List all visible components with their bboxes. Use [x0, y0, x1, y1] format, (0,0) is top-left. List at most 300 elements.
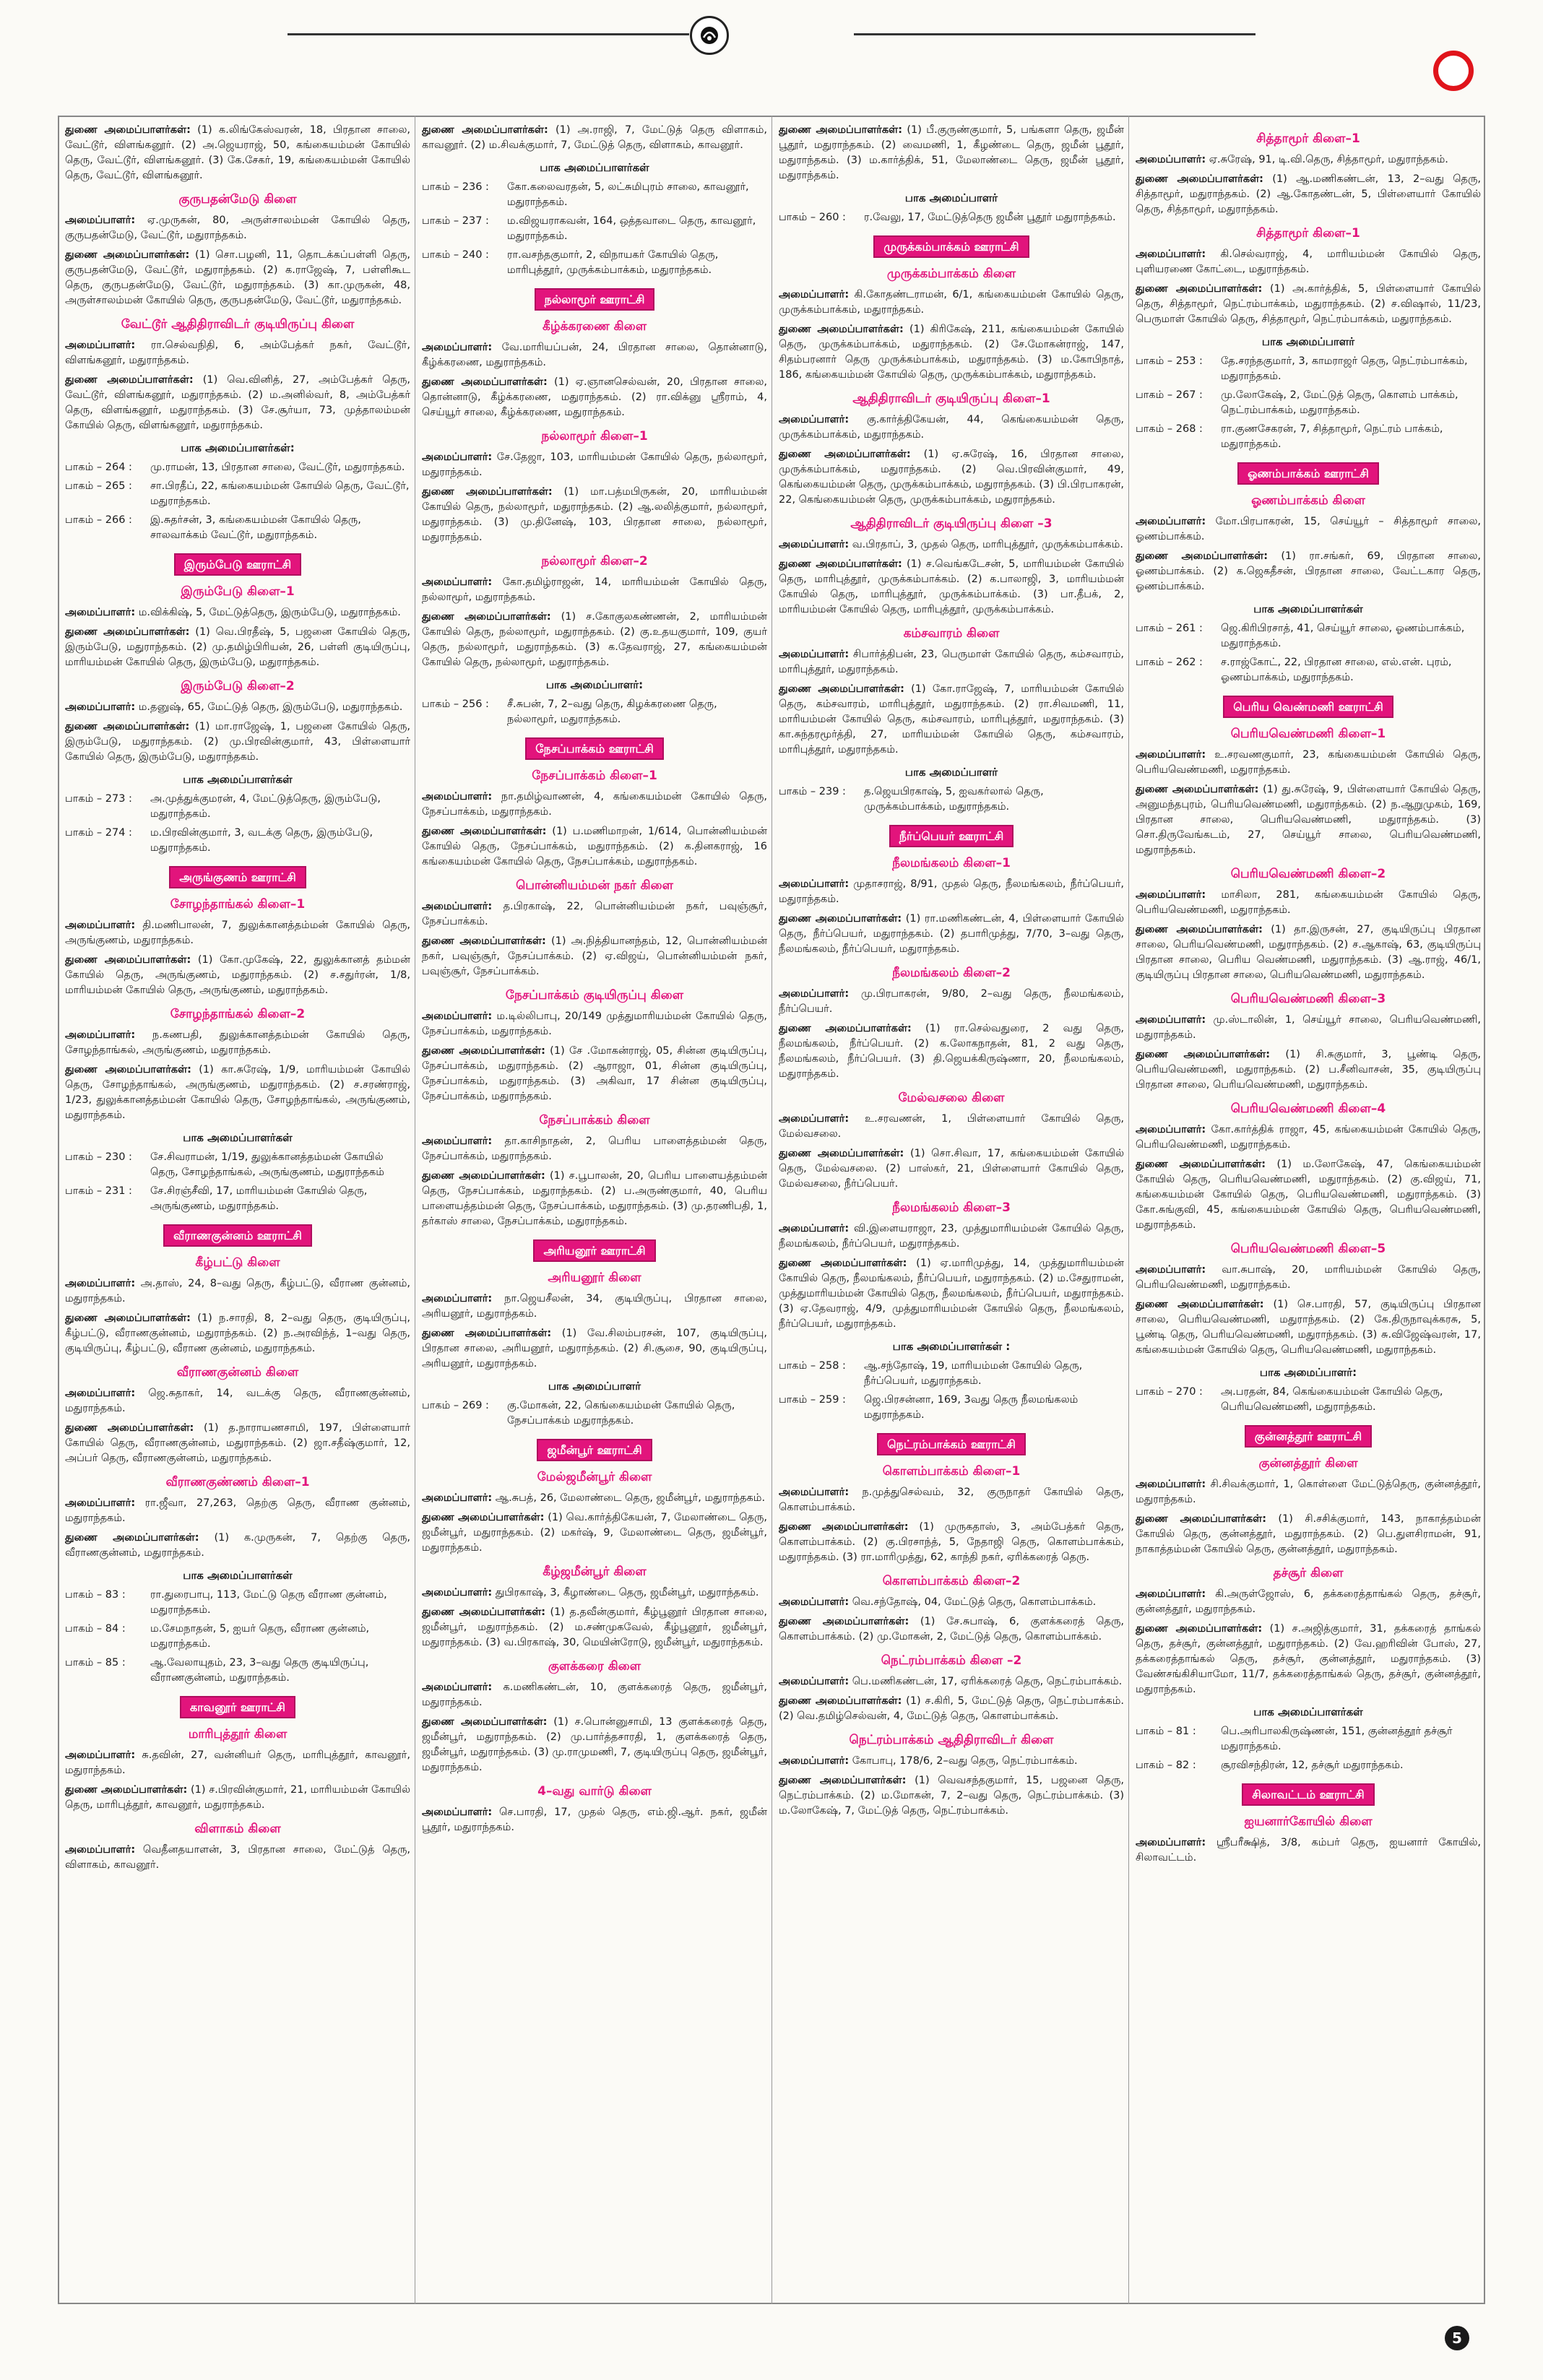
member-details: ந.கணபதி, துலுக்கானத்தம்மன் கோயில் தெரு, சோழந்தாங்கல், அருங்குணம், மதுராந்தகம். — [65, 1029, 410, 1056]
booth-number: பாகம் – 273 : — [65, 793, 132, 805]
member-details: மோ.பிரபாகரன், 15, செய்யூர் – சித்தாமூர் சாலை, ஓணம்பாக்கம். — [1136, 516, 1481, 542]
role-label: துணை அமைப்பாளர்கள்: — [1136, 283, 1263, 295]
role-label: துணை அமைப்பாளர்கள்: — [779, 124, 903, 136]
member-details: (1) அ.நித்தியானந்தம், 12, பொன்னியம்மன் நகர், பவுஞ்சூர், நேசப்பாக்கம். (2) ஏ.விஜய், பொன்னியம்மன் நகர், பவுஞ்சூர், நேசப்பாக்கம். — [422, 935, 767, 977]
role-label: துணை அமைப்பாளர்கள்: — [65, 1312, 191, 1324]
member-details: மாசிலா, 281, கங்கையம்மன் கோயில் தெரு, பெரியவெண்மணி, மதுராந்தகம். — [1136, 889, 1481, 916]
member-details: (1) அ.கார்த்திக், 5, பிள்ளையார் கோயில் தெரு, சித்தாமூர், நெட்ரம்பாக்கம், மதுராந்தகம். (2) ச.விஷால், 11/23, பெருமாள் கோயில் தெரு, சித்தாமூர், நெட்ரம்பாக்கம், மதுராந்தகம். — [1136, 283, 1481, 325]
branch-heading: பெரியவெண்மணி கிளை–5 — [1230, 1242, 1386, 1256]
branch-heading: கொளம்பாக்கம் கிளை–2 — [882, 1574, 1021, 1588]
member-details: (1) த.நாராயணசாமி, 197, பிள்ளையார் கோயில் தெரு, வீராணகுன்னம், மதுராந்தகம். (2) ஜா.சதீஷ்குமார், 12, அப்பர் தெரு, வீராணகுன்னம், மதுராந்தகம். — [65, 1422, 410, 1464]
member-entry — [779, 877, 1124, 907]
member-details: (1) ம.லோகேஷ், 47, கெங்கையம்மன் கோயில் தெரு, பெரியவெண்மணி, மதுராந்தகம். (2) கு.விஜய், 71, கங்கையம்மன் கோயில் தெரு, பெரியவெண்மணி, மதுராந்தகம். (3) கோ.சுங்குவி, 45, கங்கையம்மன் கோயில் தெரு, பெரியவெண்மணி, மதுராந்தகம். — [1136, 1159, 1481, 1231]
member-entry — [422, 1491, 767, 1506]
branch-heading: நீலமங்கலம் கிளை–3 — [892, 1200, 1011, 1215]
booth-entry — [1136, 1385, 1481, 1415]
member-entry — [65, 1386, 410, 1416]
member-entry — [65, 1421, 410, 1466]
member-entry — [1136, 172, 1481, 217]
role-label: அமைப்பாளர்: — [65, 215, 136, 226]
booth-details: சா.பிரதீப், 22, கங்கையம்மன் கோயில் தெரு, வேட்டூர், மதுராந்தகம். — [150, 480, 410, 507]
subheading: பாக அமைப்பாளர்கள் — [183, 1569, 293, 1582]
booth-entry — [65, 460, 410, 475]
role-label: துணை அமைப்பாளர்கள்: — [65, 954, 191, 966]
booth-details: சே.சிரஞ்சீவி, 17, மாரியம்மன் கோயில் தெரு, அருங்குணம், மதுராந்தகம். — [150, 1185, 368, 1212]
booth-details: ஜெ.கிரிபிரசாத், 41, செய்யூர் சாலை, ஓணம்பாக்கம், மதுராந்தகம். — [1221, 623, 1465, 649]
member-details: ஆ.சுபத், 26, மேலாண்டை தெரு, ஜமீன்பூர், மதுராந்தகம். — [492, 1492, 766, 1504]
branch-heading: குன்னத்தூர் கிளை — [1258, 1456, 1358, 1471]
role-label: அமைப்பாளர்: — [779, 1113, 850, 1125]
member-details: பெ.மணிகண்டன், 17, ஏரிக்கரைத் தெரு, நெட்ரம்பாக்கம். — [849, 1676, 1123, 1687]
member-details: கி.கோதண்டராமன், 6/1, கங்கையம்மன் கோயில் தெரு, முருக்கம்பாக்கம், மதுராந்தகம். — [779, 289, 1124, 316]
booth-entry — [422, 180, 767, 210]
booth-details: சே.சிவராமன், 1/19, துலுக்கானத்தம்மன் கோயில் தெரு, சோழந்தாங்கல், அருங்குணம், மதுராந்தகம் — [150, 1151, 384, 1178]
role-label: துணை அமைப்பாளர்கள்: — [65, 721, 190, 732]
member-entry — [422, 123, 767, 153]
member-entry — [65, 1783, 410, 1813]
member-entry — [65, 719, 410, 765]
booth-number: பாகம் – 274 : — [65, 827, 132, 839]
member-details: வெதீனதயாளன், 3, பிரதான சாலை, மேட்டுத் தெரு, விளாகம், காவனூர். — [65, 1844, 410, 1871]
panchayat-heading: ஜமீன்பூர் ஊராட்சி — [537, 1439, 652, 1461]
member-entry — [422, 1605, 767, 1650]
member-details: ம.விக்கிஷ், 5, மேட்டுத்தெரு, இரும்பேடு, மதுராந்தகம். — [135, 607, 401, 618]
header-rule-left — [288, 33, 689, 35]
member-details: கோபாபு, 178/6, 2–வது தெரு, நெட்ரம்பாக்கம். — [849, 1755, 1078, 1767]
role-label: அமைப்பாளர்: — [1136, 154, 1206, 165]
booth-entry — [1136, 621, 1481, 652]
booth-number: பாகம் – 264 : — [65, 462, 132, 473]
booth-details: மு.ராமன், 13, பிரதான சாலை, வேட்டூர், மதுராந்தகம். — [150, 462, 405, 473]
header-rule-right — [854, 33, 1255, 35]
booth-number: பாகம் – 81 : — [1136, 1726, 1196, 1737]
booth-details: ஜெ.பிரசன்னா, 169, 3வது தெரு நீலமங்கலம் மதுராந்தகம். — [864, 1394, 1079, 1421]
booth-number: பாகம் – 84 : — [65, 1623, 126, 1635]
booth-entry — [65, 1656, 410, 1686]
member-entry — [422, 1585, 767, 1601]
booth-entry — [65, 479, 410, 509]
member-entry — [422, 789, 767, 820]
booth-details: ரா.துரைபாபு, 113, மேட்டு தெரு வீராண குன்னம், மதுராந்தகம். — [150, 1589, 387, 1616]
booth-details: ம.பிரவின்குமார், 3, வடக்கு தெரு, இரும்பேடு, மதுராந்தகம். — [150, 827, 373, 854]
member-details: ஏ.முருகன், 80, அருள்சாலம்மன் கோயில் தெரு, குருபதன்மேடு, வேட்டூர், மதுராந்தகம். — [65, 215, 410, 241]
column-3 — [779, 123, 1124, 2297]
branch-heading: நேசப்பாக்கம் கிளை–1 — [532, 769, 657, 783]
subheading: பாக அமைப்பாளர்கள் — [183, 1131, 293, 1144]
subheading: பாக அமைப்பாளர்கள் — [1253, 602, 1363, 615]
member-details: (1) சே.சுபாஷ், 6, குளக்கரைத் தெரு, கொளம்பாக்கம். (2) மு.மோகன், 2, மேட்டுத் தெரு, கொளம்பாக்கம். — [779, 1616, 1124, 1643]
branch-heading: நேசப்பாக்கம் கிளை — [539, 1113, 650, 1128]
booth-number: பாகம் – 268 : — [1136, 423, 1203, 435]
booth-entry — [65, 792, 410, 822]
subheading: பாக அமைப்பாளர்கள் — [540, 161, 649, 174]
booth-entry — [1136, 388, 1481, 418]
member-details: கி.செல்வராஜ், 4, மாரியம்மன் கோயில் தெரு, புளியரணை கோட்டை, மதுராந்தகம். — [1136, 248, 1481, 275]
member-details: ரா.செல்வநிதி, 6, அம்பேத்கர் நகர், வேட்டூர், விளங்கனூர், மதுராந்தகம். — [65, 339, 410, 366]
member-details: மு.பிரபாகரன், 9/80, 2–வது தெரு, நீலமங்கலம், நீர்ப்பெயர். — [779, 988, 1124, 1015]
member-entry — [65, 1843, 410, 1873]
role-label: துணை அமைப்பாளர்கள்: — [779, 683, 904, 695]
member-details: (1) ஏ.சுரேஷ், 16, பிரதான சாலை, முருக்கம்பாக்கம், மதுராந்தகம். (2) வெ.பிரவின்குமார், 49, கெங்கையம்மன் தெரு, முருக்கம்பாக்கம், மதுராந்தகம். (3) பி.பிரபாகரன், 22, கெங்கையம்மன் தெரு, முருக்கம்பாக்கம், மதுராந்தகம். — [779, 449, 1124, 506]
branch-heading: பெரியவெண்மணி கிளை–4 — [1230, 1102, 1386, 1116]
panchayat-heading: வீராணகுன்னம் ஊராட்சி — [163, 1224, 312, 1247]
booth-number: பாகம் – 260 : — [779, 212, 846, 223]
member-entry — [779, 682, 1124, 758]
member-details: (1) ஏ.மாரிமுத்து, 14, முத்துமாரியம்மன் கோயில் தெரு, நீலமங்கலம், நீர்ப்பெயர், மதுராந்தகம். (2) ம.சேதுராமன், முத்துமாரியம்மன் கோயில் தெரு, நீலமங்கலம், நீர்ப்பெயர், மதுராந்தகம். (3) ஏ.தேவராஜ், 4/9, முத்துமாரியம்மன் கோயில் தெரு, நீலமங்கலம், நீர்ப்பெயர், மதுராந்தகம். — [779, 1258, 1124, 1330]
role-label: அமைப்பாளர்: — [422, 451, 493, 463]
member-entry — [422, 899, 767, 930]
branch-heading: சோழந்தாங்கல் கிளை–2 — [170, 1007, 306, 1021]
booth-details: கு.மோகன், 22, கெங்கையம்மன் கோயில் தெரு, நேசப்பாக்கம் மதுராந்தகம். — [507, 1400, 735, 1427]
role-label: துணை அமைப்பாளர்கள்: — [422, 1716, 548, 1728]
role-label: துணை அமைப்பாளர்கள்: — [422, 826, 547, 837]
booth-details: ரா.குணசேகரன், 7, சித்தாமூர், நெட்ரம் பாக்கம், மதுராந்தகம். — [1221, 423, 1443, 450]
member-entry — [779, 1485, 1124, 1515]
booth-entry — [1136, 655, 1481, 685]
branch-heading: நல்லாமூர் கிளை–1 — [541, 429, 648, 443]
member-details: அ.தாஸ், 24, 8–வது தெரு, கீழ்பட்டு, வீராண குன்னம், மதுராந்தகம். — [65, 1278, 410, 1304]
role-label: அமைப்பாளர்: — [779, 1487, 850, 1498]
member-details: (1) ஏ.ஞானசெல்வன், 20, பிரதான சாலை, தொன்னாடு, கீழ்க்கரணை, மதுராந்தகம். (2) ரா.விக்னு ஸ்ரீராம், 4, செய்யூர் சாலை, கீழ்க்கரணை, மதுராந்தகம். — [422, 376, 767, 418]
column-1 — [65, 123, 410, 2297]
branch-heading: இரும்பேடு கிளை–2 — [181, 679, 295, 693]
member-details: உ.சரவணகுமார், 23, கங்கையம்மன் கோயில் தெரு, பெரியவெண்மணி, மதுராந்தகம். — [1136, 749, 1481, 776]
branch-heading: சித்தாமூர் கிளை–1 — [1256, 226, 1360, 241]
role-label: அமைப்பாளர்: — [779, 649, 850, 660]
booth-details: ம.விஜயராகவன், 164, ஒத்தவாடை தெரு, காவனூர், மதுராந்தகம். — [507, 215, 756, 242]
member-entry — [65, 1276, 410, 1307]
member-entry — [779, 987, 1124, 1017]
page-number: 5 — [1445, 2326, 1469, 2350]
role-label: அமைப்பாளர்: — [65, 701, 136, 713]
role-label: அமைப்பாளர்: — [422, 1135, 493, 1147]
member-entry — [1136, 1622, 1481, 1697]
member-entry — [779, 412, 1124, 443]
branch-heading: குளக்கரை கிளை — [548, 1659, 641, 1674]
role-label: அமைப்பாளர்: — [422, 1293, 493, 1304]
branch-heading: ஐயனார்கோயில் கிளை — [1244, 1814, 1373, 1829]
member-entry — [422, 610, 767, 670]
booth-number: பாகம் – 270 : — [1136, 1386, 1203, 1398]
member-entry — [1136, 1157, 1481, 1233]
booth-number: பாகம் – 82 : — [1136, 1760, 1196, 1771]
branch-heading: தச்சூர் கிளை — [1273, 1566, 1344, 1580]
role-label: துணை அமைப்பாளர்கள்: — [422, 1328, 552, 1339]
role-label: துணை அமைப்பாளர்கள்: — [779, 1148, 904, 1159]
member-details: (1) தா.இருசன், 27, குடியிருப்பு பிரதான சாலை, பெரியவெண்மணி, மதுராந்தகம். (2) ச.ஆகாஷ், 63, குடியிருப்பு பிரதான சாலை, பெரிய வெண்மணி, மதுராந்தகம். (3) ஆ.ராஜ், 46/1, குடியிருப்பு பிரதான சாலை, பெரியவெண்மணி, மதுராந்தகம். — [1136, 924, 1481, 981]
subheading: பாக அமைப்பாளர்கள் — [1253, 1705, 1363, 1718]
subheading: பாக அமைப்பாளர் — [548, 1380, 641, 1393]
role-label: அமைப்பாளர்: — [1136, 1124, 1206, 1135]
booth-entry — [65, 826, 410, 856]
booth-number: பாகம் – 231 : — [65, 1185, 132, 1197]
member-details: (1) ச.கோகுலகண்ணன், 2, மாரியம்மன் கோயில் தெரு, நல்லாமூர், மதுராந்தகம். (2) கு.உதயகுமார், 109, குயர் தெரு, நல்லாமூர், மதுராந்தகம். (3) க.தேவராஜ், 27, கங்கையம்மன் கோயில் தெரு, நல்லாமூர், மதுராந்தகம். — [422, 611, 767, 668]
panchayat-heading: நேசப்பாக்கம் ஊராட்சி — [525, 737, 664, 760]
member-details: வ.பிரதாப், 3, முதல் தெரு, மாரிபுத்தூர், முருக்கம்பாக்கம். — [849, 539, 1123, 550]
booth-number: பாகம் – 236 : — [422, 181, 489, 193]
member-details: ந.முத்துசெல்வம், 32, குருநாதர் கோயில் தெரு, கொளம்பாக்கம். — [779, 1487, 1124, 1513]
member-entry — [422, 934, 767, 979]
member-details: (1) வெவசந்தகுமார், 15, பஜனை தெரு, நெட்ரம்பாக்கம். (2) ம.மோகன், 7, 2–வது தெரு, நெட்ரம்பாக்கம். (3) ம.லோகேஷ், 7, மேட்டுத் தெரு, நெட்ரம்பாக்கம். — [779, 1775, 1124, 1817]
booth-entry — [779, 1359, 1124, 1389]
booth-entry — [422, 214, 767, 244]
branch-heading: கீழ்க்கரணை கிளை — [542, 319, 647, 334]
member-entry — [1136, 1263, 1481, 1293]
role-label: அமைப்பாளர்: — [65, 1497, 136, 1509]
booth-entry — [65, 1622, 410, 1652]
member-details: முதாசராஜ், 8/91, முதல் தெரு, நீலமங்கலம், நீர்ப்பெயர், மதுராந்தகம். — [779, 878, 1124, 905]
subheading: பாக அமைப்பாளர் — [904, 766, 998, 779]
booth-details: ர.வேலு, 17, மேட்டுத்தெரு ஜமீன் பூதூர் மதுராந்தகம். — [864, 212, 1116, 223]
role-label: அமைப்பாளர்: — [65, 339, 136, 351]
member-entry — [65, 1311, 410, 1356]
booth-details: பெ.அரிபாலகிருஷ்ணன், 151, குன்னத்தூர் தச்சூர் மதுராந்தகம். — [1221, 1726, 1453, 1752]
panchayat-heading: நல்லாமூர் ஊராட்சி — [535, 288, 655, 311]
booth-number: பாகம் – 265 : — [65, 480, 132, 492]
branch-heading: வீராணகுன்னம் கிளை — [176, 1365, 299, 1380]
member-entry — [65, 1531, 410, 1561]
member-details: கு.கார்த்திகேயன், 44, கெங்கையம்மன் தெரு, முருக்கம்பாக்கம், மதுராந்தகம். — [779, 414, 1124, 441]
booth-number: பாகம் – 240 : — [422, 249, 489, 261]
role-label: துணை அமைப்பாளர்கள்: — [422, 124, 548, 136]
panchayat-heading: இரும்பேடு ஊராட்சி — [174, 553, 301, 576]
role-label: துணை அமைப்பாளர்கள்: — [65, 1064, 191, 1076]
role-label: அமைப்பாளர்: — [1136, 749, 1206, 761]
role-label: துணை அமைப்பாளர்கள்: — [65, 124, 191, 136]
member-details: (1) பீ.குருண்குமார், 5, பங்களா தெரு, ஜமீன் பூதூர், மதுராந்தகம். (2) வைமணி, 1, கீழண்டை தெரு, ஜமீன் பூதூர், மதுராந்தகம். (3) ம.கார்த்திக், 51, மேலாண்டை தெரு, ஜமீன் பூதூர், மதுராந்தகம். — [779, 124, 1124, 181]
member-entry — [779, 1112, 1124, 1142]
branch-heading: வேட்டூர் ஆதிதிராவிடர் குடியிருப்பு கிளை — [121, 317, 355, 332]
member-details: (1) சி.சுகுமார், 3, பூண்டி தெரு, பெரியவெண்மணி, மதுராந்தகம். (2) ப.சீனிவாசன், 35, குடியிருப்பு பிரதான சாலை, பெரியவெண்மணி, மதுராந்தகம். — [1136, 1049, 1481, 1091]
role-label: அமைப்பாளர்: — [422, 576, 493, 588]
role-label: துணை அமைப்பாளர்கள்: — [65, 249, 190, 261]
role-label: துணை அமைப்பாளர்கள்: — [1136, 550, 1268, 562]
branch-heading: 4–வது வார்டு கிளை — [537, 1784, 652, 1799]
role-label: துணை அமைப்பாளர்கள்: — [779, 1521, 909, 1533]
member-details: (1) கா.சுரேஷ், 1/9, மாரியம்மன் கோயில் தெரு, சோழந்தாங்கல், அருங்குணம், மதுராந்தகம். (2) ச.சரண்ராஜ், 1/23, துலுக்கானத்தம்மன் கோயில் தெரு, சோழந்தாங்கல், அருங்குணம், மதுராந்தகம். — [65, 1064, 410, 1121]
booth-number: பாகம் – 83 : — [65, 1589, 126, 1601]
member-entry — [779, 1221, 1124, 1252]
member-entry — [1136, 152, 1481, 168]
booth-details: ம.சேமநாதன், 5, ஐயர் தெரு, வீராண குன்னம், மதுராந்தகம். — [150, 1623, 370, 1650]
booth-entry — [65, 1150, 410, 1180]
member-entry — [779, 1773, 1124, 1819]
booth-number: பாகம் – 262 : — [1136, 657, 1203, 668]
branch-heading: நீலமங்கலம் கிளை–1 — [892, 856, 1011, 870]
member-entry — [779, 557, 1124, 618]
role-label: அமைப்பாளர்: — [1136, 1014, 1206, 1026]
role-label: அமைப்பாளர்: — [779, 1755, 850, 1767]
booth-details: ரா.வசந்தகுமார், 2, விநாயகர் கோயில் தெரு, மாரிபுத்தூர், முருக்கம்பாக்கம், மதுராந்தகம். — [507, 249, 719, 276]
subheading: பாக அமைப்பாளர்கள் : — [892, 1340, 1011, 1353]
role-label: அமைப்பாளர்: — [1136, 1479, 1206, 1490]
branch-heading: பெரியவெண்மணி கிளை–1 — [1230, 727, 1386, 741]
role-label: அமைப்பாளர்: — [65, 1029, 136, 1041]
member-entry — [422, 1715, 767, 1775]
booth-entry — [65, 1588, 410, 1618]
role-label: அமைப்பாளர்: — [779, 878, 850, 890]
role-label: துணை அமைப்பாளர்கள்: — [779, 913, 902, 925]
member-entry — [422, 485, 767, 545]
member-entry — [65, 1748, 410, 1778]
member-entry — [1136, 247, 1481, 277]
member-details: சிபார்த்திபன், 23, பெருமாள் கோயில் தெரு, கம்சவாரம், மாரிபுத்தூர், மதுராந்தகம். — [779, 649, 1124, 675]
branch-heading: பெரியவெண்மணி கிளை–2 — [1230, 867, 1386, 881]
role-label: துணை அமைப்பாளர்கள்: — [1136, 1513, 1266, 1525]
booth-entry — [65, 1184, 410, 1214]
party-emblem-icon — [690, 16, 729, 55]
member-details: வே.மாரியப்பன், 24, பிரதான சாலை, தொன்னாடு, கீழ்க்கரணை, மதுராந்தகம். — [422, 342, 767, 368]
role-label: துணை அமைப்பாளர்கள்: — [1136, 784, 1259, 795]
subheading: பாக அமைப்பாளர் — [1261, 335, 1355, 348]
booth-details: அ.முத்துக்குமரன், 4, மேட்டுத்தெரு, இரும்பேடு, மதுராந்தகம். — [150, 793, 381, 820]
member-entry — [65, 123, 410, 183]
role-label: துணை அமைப்பாளர்கள்: — [779, 1695, 902, 1707]
member-details: மு.ஸ்டாலின், 1, செய்யூர் சாலை, பெரியவெண்மணி, மதுராந்தகம். — [1136, 1014, 1481, 1041]
member-details: (1) த.தவீன்குமார், கீழ்பூனூர் பிரதான சாலை, ஜமீன்பூர், மதுராந்தகம். (2) ம.சண்முகவேல், கீழ்பூனூர், ஜமீன்பூர், மதுராந்தகம். (3) வ.பிரகாஷ், 30, மெயின்ரோடு, ஜமீன்பூர், மதுராந்தகம். — [422, 1606, 767, 1648]
member-details: சு.தவின், 27, வன்னியர் தெரு, மாரிபுத்தூர், காவனூர், மதுராந்தகம். — [65, 1749, 410, 1776]
panchayat-heading: நீர்ப்பெயர் ஊராட்சி — [889, 825, 1014, 847]
member-entry — [422, 1680, 767, 1710]
role-label: துணை அமைப்பாளர்கள்: — [65, 1784, 188, 1796]
column-4 — [1136, 123, 1481, 2297]
member-details: த.பிரகாஷ், 22, பொன்னியம்மன் நகர், பவுஞ்சூர், நேசப்பாக்கம். — [422, 901, 767, 927]
member-entry — [779, 1021, 1124, 1082]
role-label: அமைப்பாளர்: — [422, 1492, 493, 1504]
branch-heading: நல்லாமூர் கிளை–2 — [541, 554, 648, 568]
role-label: அமைப்பாளர்: — [1136, 1588, 1206, 1600]
role-label: துணை அமைப்பாளர்கள்: — [1136, 1049, 1271, 1060]
member-details: (1) வெ.வினித், 27, அம்பேத்கர் தெரு, வேட்டூர், விளங்கனூர், மதுராந்தகம். (2) ம.அனில்வர், 8, அம்பேத்கர் தெரு, விளங்கனூர், மதுராந்தகம். (3) சே.சூர்யா, 73, முத்தாலம்மன் கோயில் தெரு, விளங்கனூர், மதுராந்தகம். — [65, 374, 410, 431]
member-entry — [779, 1595, 1124, 1610]
role-label: துணை அமைப்பாளர்கள்: — [422, 376, 548, 388]
member-details: உ.சரவணன், 1, பிள்ளையார் கோயில் தெரு, மேல்வசலை. — [779, 1113, 1124, 1140]
member-entry — [65, 373, 410, 433]
booth-details: த.ஜெயபிரகாஷ், 5, ஐவகர்லால் தெரு, முருக்கம்பாக்கம், மதுராந்தகம். — [864, 786, 1044, 813]
member-details: சே.தேஜா, 103, மாரியம்மன் கோயில் தெரு, நல்லாமூர், மதுராந்தகம். — [422, 451, 767, 478]
booth-number: பாகம் – 266 : — [65, 514, 132, 526]
member-details: வி.இளையராஜா, 23, முத்துமாரியம்மன் கோயில் தெரு, நீலமங்கலம், நீர்ப்பெயர், மதுராந்தகம். — [779, 1223, 1124, 1250]
role-label: அமைப்பாளர்: — [422, 1682, 493, 1693]
member-details: (1) முருகதாஸ், 3, அம்பேத்கர் தெரு, கொளம்பாக்கம். (2) கு.பிரசாந்த், 5, நேதாஜி தெரு, கொளம்பாக்கம், மதுராந்தகம். (3) ரா.மாரிமுத்து, 62, காந்தி நகர், ஏரிக்கரைத் தெரு. — [779, 1521, 1124, 1563]
booth-entry — [779, 210, 1124, 225]
role-label: துணை அமைப்பாளர்கள்: — [422, 1606, 546, 1618]
role-label: அமைப்பாளர்: — [1136, 248, 1206, 260]
member-entry — [1136, 549, 1481, 594]
panchayat-heading: ஓணம்பாக்கம் ஊராட்சி — [1237, 462, 1379, 485]
member-entry — [422, 824, 767, 870]
panchayat-heading: நெட்ரம்பாக்கம் ஊராட்சி — [877, 1433, 1026, 1455]
booth-number: பாகம் – 230 : — [65, 1151, 132, 1163]
role-label: துணை அமைப்பாளர்கள்: — [779, 449, 911, 460]
member-entry — [65, 953, 410, 998]
column-2 — [422, 123, 767, 2297]
member-entry — [65, 918, 410, 948]
booth-entry — [422, 697, 767, 727]
role-label: துணை அமைப்பாளர்கள்: — [422, 1512, 545, 1523]
role-label: துணை அமைப்பாளர்கள்: — [779, 1616, 909, 1627]
member-entry — [422, 450, 767, 480]
role-label: துணை அமைப்பாளர்கள்: — [1136, 924, 1263, 935]
role-label: அமைப்பாளர்: — [1136, 516, 1206, 527]
branch-heading: கொளம்பாக்கம் கிளை–1 — [882, 1464, 1021, 1479]
member-details: (1) ந.சாரதி, 8, 2–வது தெரு, குடியிருப்பு, கீழ்பட்டு, வீராணகுன்னம், மதுராந்தகம். (2) ந.அரவிந்த், 1–வது தெரு, குடியிருப்பு, கீழ்பட்டு, வீராண குன்னம், மதுராந்தகம். — [65, 1312, 410, 1354]
role-label: துணை அமைப்பாளர்கள்: — [422, 486, 553, 498]
role-label: துணை அமைப்பாளர்கள்: — [422, 1170, 545, 1182]
member-details: (1) சொ.சிவா, 17, கங்கையம்மன் கோயில் தெரு, மேல்வசலை. (2) பாஸ்கர், 21, பிள்ளையார் கோயில் தெரு, மேல்வசலை, நீர்ப்பெயர். — [779, 1148, 1124, 1190]
panchayat-heading: முருக்கம்பாக்கம் ஊராட்சி — [873, 235, 1029, 258]
member-details: (1) வெ.பிரதீஷ், 5, பஜனை கோயில் தெரு, இரும்பேடு, மதுராந்தகம். (2) மு.தமிழ்பிரியன், 26, பள்ளி குடியிருப்பு, மாரியம்மன் கோயில் தெரு, இரும்பேடு, மதுராந்தகம். — [65, 626, 410, 668]
member-entry — [779, 447, 1124, 508]
subheading: பாக அமைப்பாளர்கள்: — [181, 441, 295, 454]
role-label: அமைப்பாளர்: — [779, 1223, 850, 1234]
member-details: கோ.கார்த்திக் ராஜா, 45, கங்கையம்மன் கோயில் தெரு, பெரியவெண்மணி, மதுராந்தகம். — [1136, 1124, 1481, 1151]
member-details: (1) சே .மோகன்ராஜ், 05, சின்ன குடியிருப்பு, நேசப்பாக்கம், மதுராந்தகம். (2) ஆராஜா, 01, சின்ன குடியிருப்பு, நேசப்பாக்கம், மதுராந்தகம். (3) அகிவா, 17 சின்ன குடியிருப்பு, நேசப்பாக்கம், மதுராந்தகம். — [422, 1045, 767, 1102]
member-details: நா.தமிழ்வாணன், 4, கங்கையம்மன் கோயில் தெரு, நேசப்பாக்கம், மதுராந்தகம். — [422, 791, 767, 818]
role-label: துணை அமைப்பாளர்கள்: — [779, 558, 902, 570]
member-entry — [1136, 1512, 1481, 1557]
role-label: அமைப்பாளர்: — [65, 607, 136, 618]
booth-details: அ.பரதன், 84, கெங்கையம்மன் கோயில் தெரு, பெரியவெண்மணி, மதுராந்தகம். — [1221, 1386, 1443, 1413]
subheading: பாக அமைப்பாளர்: — [1259, 1366, 1357, 1379]
member-entry — [65, 625, 410, 670]
member-details: (1) சி.சசிக்குமார், 143, நாகாத்தம்மன் கோயில் தெரு, குன்னத்தூர், மதுராந்தகம். (2) பெ.துளசிராமன், 91, நாகாத்தம்மன் கோயில் தெரு, குன்னத்தூர், மதுராந்தகம். — [1136, 1513, 1481, 1555]
role-label: துணை அமைப்பாளர்கள்: — [1136, 1299, 1264, 1310]
member-entry — [65, 1063, 410, 1123]
role-label: துணை அமைப்பாளர்கள்: — [422, 1045, 545, 1057]
branch-heading: சோழந்தாங்கல் கிளை–1 — [170, 897, 306, 912]
member-entry — [65, 1028, 410, 1058]
member-entry — [1136, 922, 1481, 983]
member-entry — [65, 248, 410, 308]
role-label: துணை அமைப்பாளர்கள்: — [65, 1422, 194, 1434]
branch-heading: சித்தாமூர் கிளை–1 — [1256, 131, 1360, 146]
branch-heading: முருக்கம்பாக்கம் கிளை — [886, 267, 1016, 281]
member-entry — [779, 647, 1124, 678]
booth-number: பாகம் – 261 : — [1136, 623, 1203, 634]
member-entry — [779, 1520, 1124, 1565]
member-details: (1) வே.சிலம்பரசன், 107, குடியிருப்பு, பிரதான சாலை, அரியனூர், மதுராந்தகம். (2) சி.சூசை, 90, குடியிருப்பு, அரியனூர், மதுராந்தகம். — [422, 1328, 767, 1369]
member-details: செ.பாரதி, 17, முதல் தெரு, எம்.ஜி.ஆர். நகர், ஜமீன் பூதூர், மதுராந்தகம். — [422, 1806, 767, 1833]
member-entry — [1136, 748, 1481, 778]
member-entry — [779, 123, 1124, 183]
member-details: கி.அருள்ஜோஸ், 6, தக்கரைத்தாங்கல் தெரு, தச்சூர், குன்னத்தூர், மதுராந்தகம். — [1136, 1588, 1481, 1615]
panchayat-heading: குன்னத்தூர் ஊராட்சி — [1245, 1425, 1372, 1448]
role-label: துணை அமைப்பாளர்கள்: — [422, 611, 551, 623]
member-details: (1) ரா.சங்கர், 69, பிரதான சாலை, ஓணம்பாக்கம். (2) க.ஜெகதீசன், பிரதான சாலை, வேட்டகார தெரு, ஓணம்பாக்கம். — [1136, 550, 1481, 592]
member-entry — [422, 1291, 767, 1322]
member-details: ஏ.சுரேஷ், 91, டி.வி.தெரு, சித்தாமூர், மதுராந்தகம். — [1206, 154, 1448, 165]
role-label: துணை அமைப்பாளர்கள்: — [422, 935, 546, 947]
member-details: (1) கிரிகேஷ், 211, கங்கையம்மன் கோயில் தெரு, முருக்கம்பாக்கம், மதுராந்தகம். (2) சே.மோகன்ராஜ், 147, சிதம்பரனார் தெரு முருக்கம்பாக்கம், மதுராந்தகம். (3) ம.கோபிநாத், 186, கங்கையம்மன் கோயில் தெரு, முருக்கம்பாக்கம், மதுராந்தகம். — [779, 324, 1124, 381]
member-entry — [1136, 782, 1481, 858]
member-entry — [422, 1510, 767, 1556]
booth-details: சூரவிசந்திரன், 12, தச்சூர் மதுராந்தகம். — [1221, 1760, 1404, 1771]
member-details: (1) க.முருகன், 7, தெற்கு தெரு, வீராணகுன்னம், மதுராந்தகம். — [65, 1532, 410, 1559]
member-details: வெ.சந்தோஷ், 04, மேட்டுத் தெரு, கொளம்பாக்கம். — [849, 1596, 1097, 1608]
member-details: ஸ்ரீபரீக்ஷித், 3/8, கம்பர் தெரு, ஐயனார் கோயில், சிலாவட்டம். — [1136, 1837, 1481, 1864]
booth-details: ஆ.சந்தோஷ், 19, மாரியம்மன் கோயில் தெரு, நீர்ப்பெயர், மதுராந்தகம். — [864, 1360, 1083, 1387]
member-details: (1) ஆ.மணிகண்டன், 13, 2–வது தெரு, சித்தாமூர், மதுராந்தகம். (2) ஆ.கோதண்டன், 5, பிள்ளையார் கோயில் தெரு, சித்தாமூர், மதுராந்தகம். — [1136, 173, 1481, 215]
member-details: (1) ச.வெங்கடேசன், 5, மாரியம்மன் கோயில் தெரு, மாரிபுத்தூர், முருக்கம்பாக்கம். (2) க.பாலாஜி, 3, மாரியம்மன் கோயில் தெரு, மாரிபுத்தூர், முருக்கம்பாக்கம். (3) பா.தீபக், 2, மாரியம்மன் கோயில் தெரு, மாரிபுத்தூர், முருக்கம்பாக்கம். — [779, 558, 1124, 615]
member-entry — [779, 537, 1124, 553]
subheading: பாக அமைப்பாளர் — [904, 191, 998, 204]
page-header — [0, 0, 1543, 62]
role-label: அமைப்பாளர்: — [422, 1806, 493, 1818]
member-details: (1) ச.பொன்னுசாமி, 13 குளக்கரைத் தெரு, ஜமீன்பூர், மதுராந்தகம். (2) மு.பார்த்தசாரதி, 1, குளக்கரைத் தெரு, ஜமீன்பூர், மதுராந்தகம். (3) மு.ராமுமணி, 7, குடியிருப்பு தெரு, ஜமீன்பூர், மதுராந்தகம். — [422, 1716, 767, 1773]
member-entry — [1136, 888, 1481, 918]
member-details: சி.சிவக்குமார், 1, கொள்ளை மேட்டுத்தெரு, குன்னத்தூர், மதுராந்தகம். — [1136, 1479, 1481, 1505]
